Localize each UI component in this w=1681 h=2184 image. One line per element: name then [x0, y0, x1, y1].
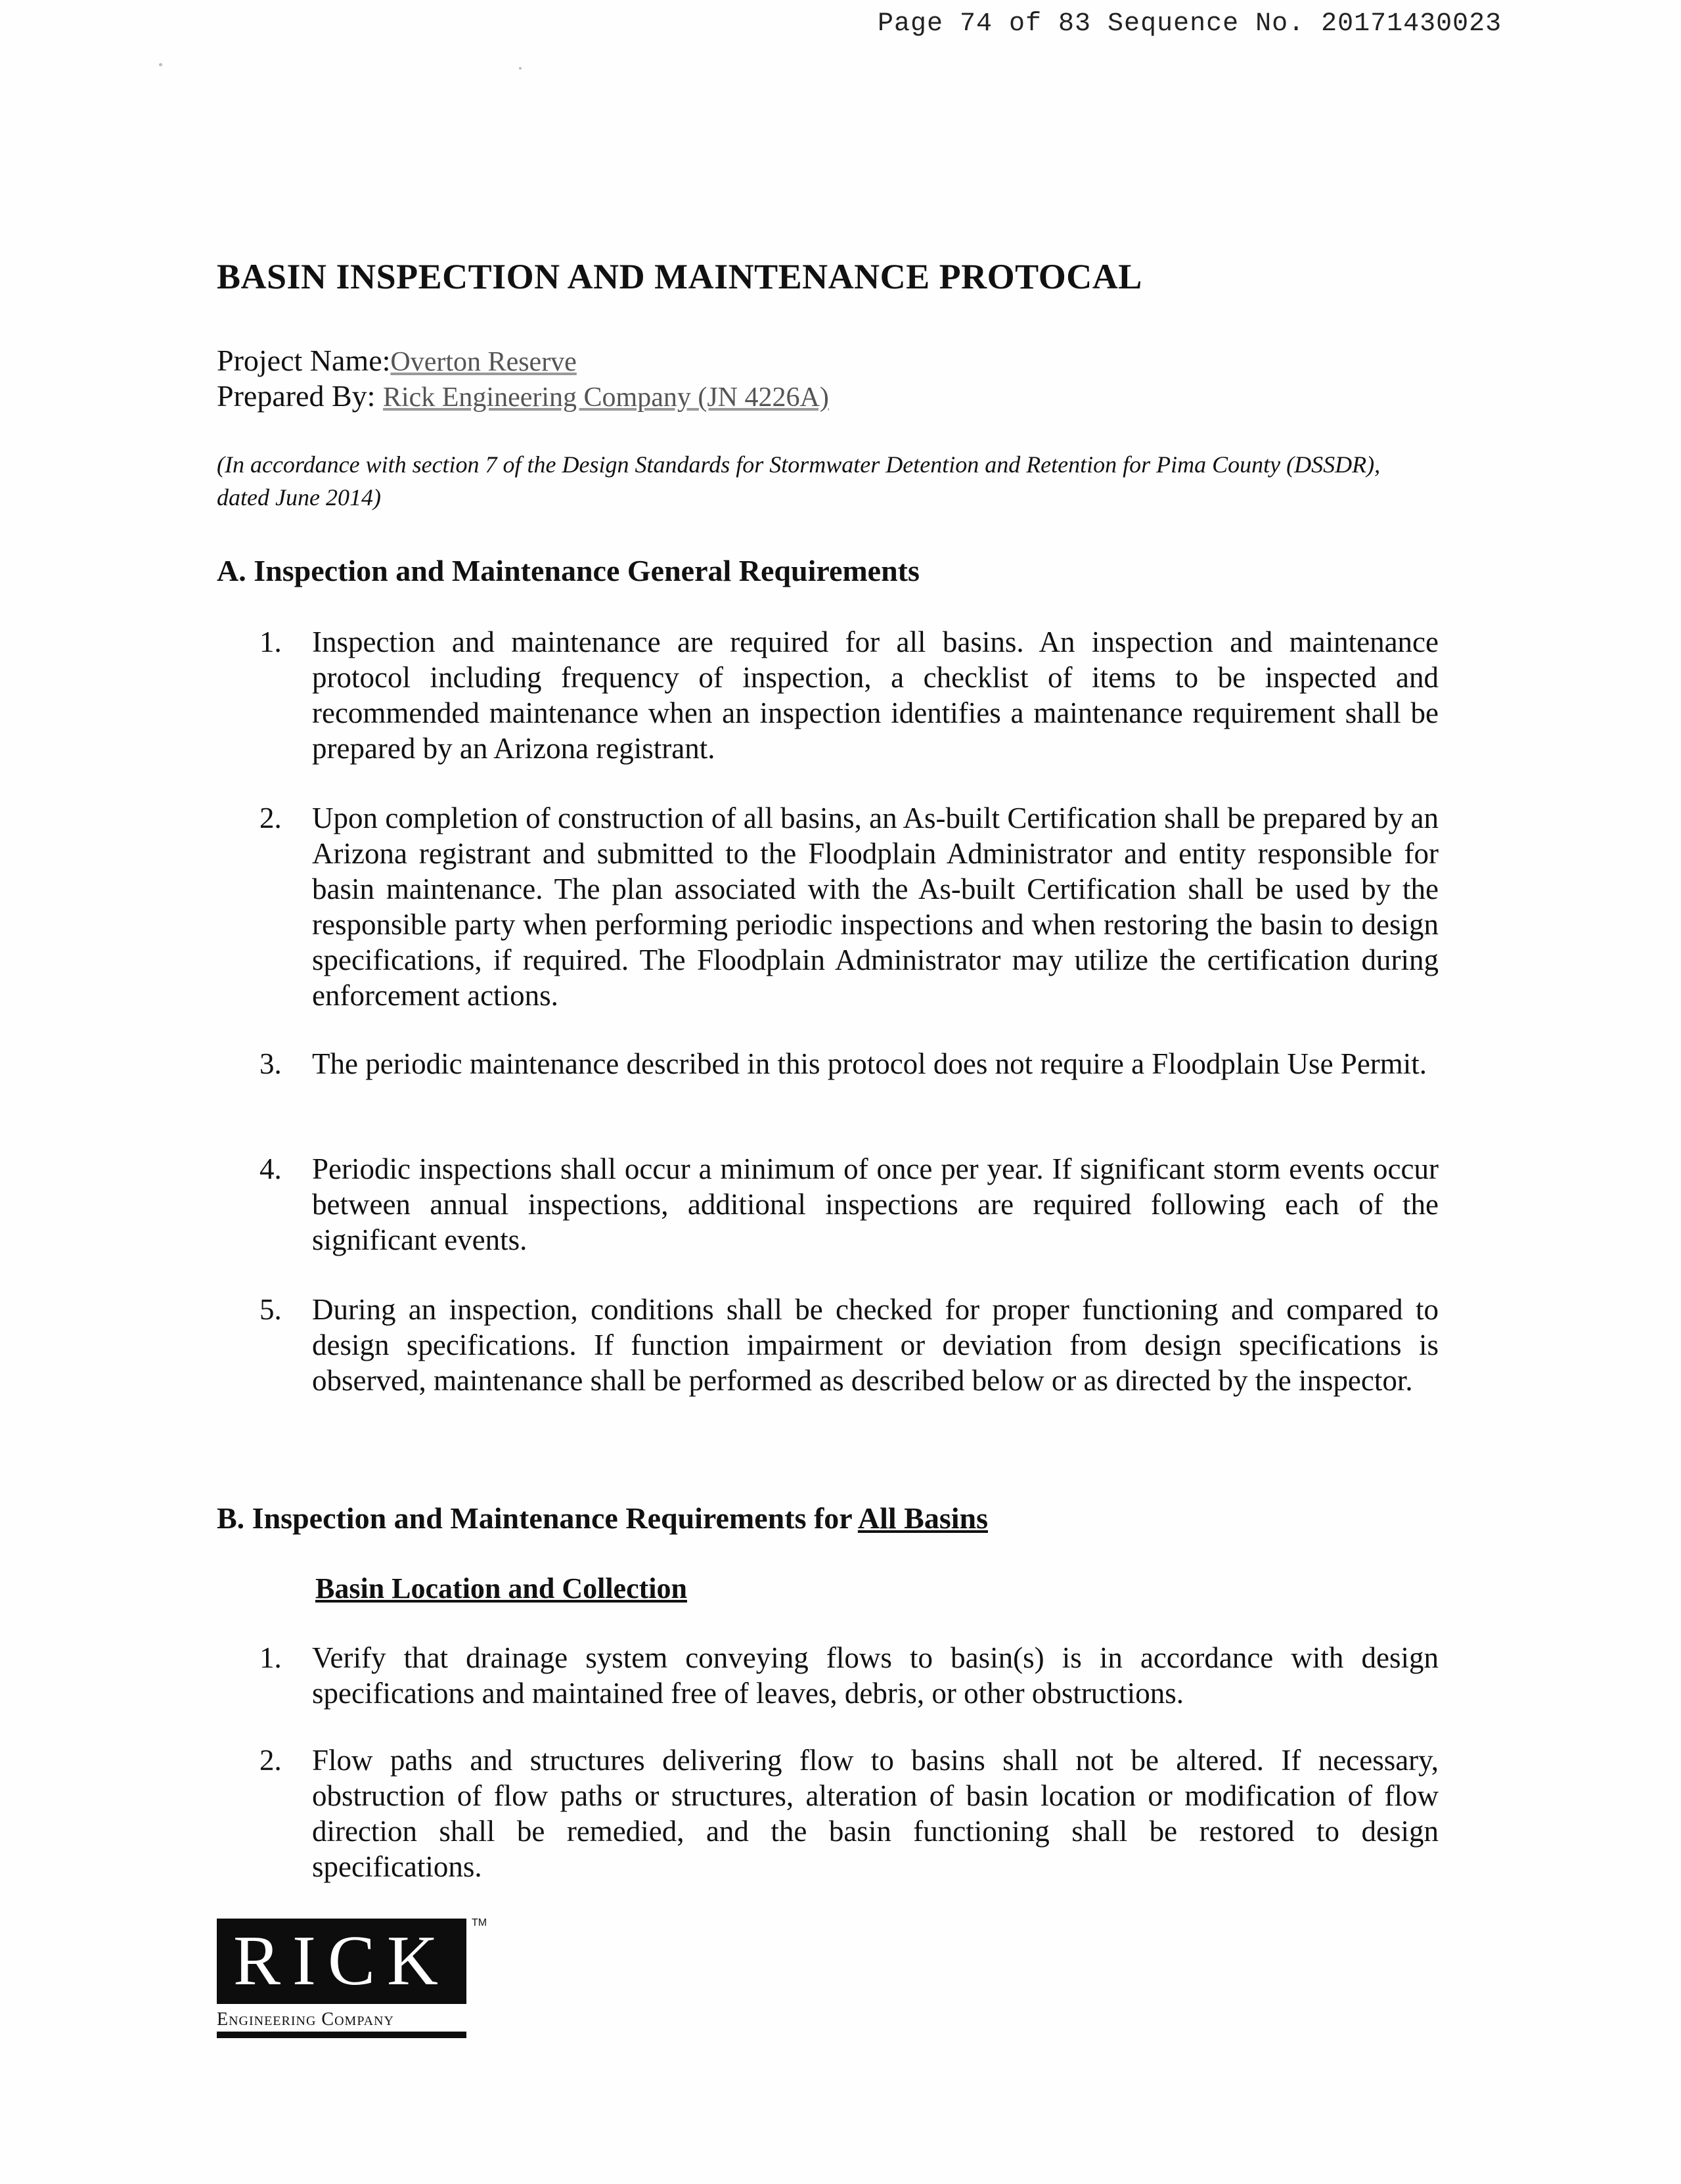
- item-text: Periodic inspections shall occur a minimum of once per year. If significant storm events occur between annual inspections, additional inspections are required following each of the significant events.: [312, 1152, 1439, 1256]
- document-title: BASIN INSPECTION AND MAINTENANCE PROTOCAL: [217, 257, 1142, 296]
- section-a-item: [259, 1292, 1439, 1398]
- item-number: 4.: [259, 1152, 282, 1185]
- item-number: 3.: [259, 1047, 282, 1080]
- prepared-by-label: Prepared By:: [217, 379, 376, 413]
- scan-speck: [159, 63, 162, 66]
- item-number: 1.: [259, 626, 282, 658]
- accordance-note: (In accordance with section 7 of the Design Standards for Stormwater Detention and Retention for Pima County (DSSDR), dated June 2014): [217, 451, 1381, 511]
- section-a-item: [259, 624, 1439, 766]
- section-b-heading-underlined: All Basins: [857, 1501, 988, 1535]
- section-a-heading: A. Inspection and Maintenance General Requirements: [217, 554, 920, 587]
- item-text: Inspection and maintenance are required for all basins. An inspection and maintenance protocol including frequency of inspection, a checklist of items to be inspected and recommended maintenance when an inspection identifies a maintenance requirement shall be prepared by an Arizona registrant.: [312, 626, 1439, 765]
- section-a-item: [259, 1151, 1439, 1258]
- item-text: Upon completion of construction of all basins, an As-built Certification shall be prepared by an Arizona registrant and submitted to the Floodplain Administrator and entity responsible for basin maintenance. The plan associated with the As-built Certification shall be used by the responsible party when performing periodic inspections and when restoring the basin to design specifications, if required. The Floodplain Administrator may utilize the certification during enforcement actions.: [312, 802, 1439, 1012]
- scan-speck: [519, 67, 522, 70]
- section-b-item: [259, 1640, 1439, 1711]
- item-number: 2.: [259, 1744, 282, 1777]
- section-b-heading: [217, 1501, 988, 1536]
- prepared-by-line: [217, 378, 829, 413]
- item-number: 2.: [259, 802, 282, 834]
- item-text: The periodic maintenance described in this protocol does not require a Floodplain Use Permit.: [312, 1047, 1427, 1080]
- item-text: During an inspection, conditions shall be checked for proper functioning and compared to design specifications. If function impairment or deviation from design specifications is observed, maintenance shall be performed as described below or as directed by the inspector.: [312, 1293, 1439, 1397]
- logo-wordmark: RICK: [233, 1922, 451, 2000]
- section-b-heading-prefix: B. Inspection and Maintenance Requirements for: [217, 1501, 852, 1535]
- logo-subtitle: Engineering Company: [217, 2009, 466, 2038]
- page-sequence-stamp: Page 74 of 83 Sequence No. 20171430023: [878, 9, 1502, 39]
- project-name-line: [217, 343, 577, 378]
- section-a-item: [259, 1046, 1439, 1081]
- item-text: Verify that drainage system conveying flows to basin(s) is in accordance with design specifications and maintained free of leaves, debris, or other obstructions.: [312, 1641, 1439, 1710]
- logo-wordmark-box: [217, 1919, 466, 2004]
- item-number: 5.: [259, 1293, 282, 1326]
- section-b-item: [259, 1742, 1439, 1884]
- rick-engineering-logo: [217, 1917, 487, 2038]
- section-a-item: [259, 800, 1439, 1013]
- basin-location-subheading: Basin Location and Collection: [315, 1572, 687, 1604]
- prepared-by-value: Rick Engineering Company (JN 4226A): [382, 382, 829, 413]
- item-number: 1.: [259, 1641, 282, 1674]
- project-name-value: Overton Reserve: [390, 347, 577, 377]
- item-text: Flow paths and structures delivering flow to basins shall not be altered. If necessary, obstruction of flow paths or structures, alteration of basin location or modification of flow direction shall be remedied, and the basin functioning shall be restored to design specifications.: [312, 1744, 1439, 1883]
- project-name-label: Project Name:: [217, 344, 391, 377]
- trademark-mark: TM: [472, 1917, 487, 1928]
